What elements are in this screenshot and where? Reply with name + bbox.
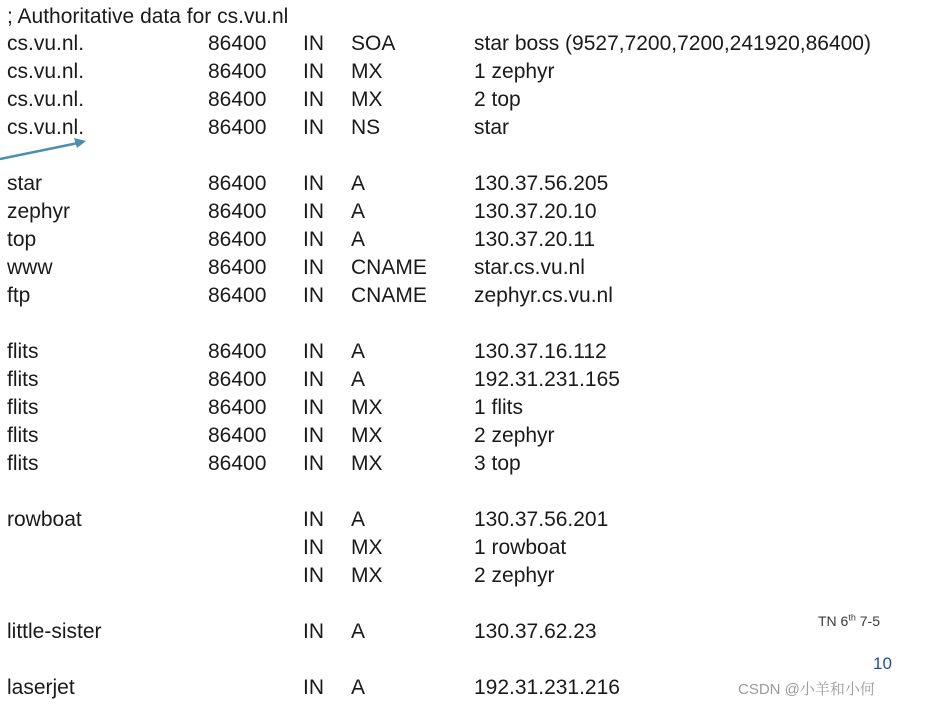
slide-reference-prefix: TN 6 [818, 613, 849, 629]
record-name: little-sister [7, 620, 102, 643]
record-value: star.cs.vu.nl [474, 256, 585, 279]
record-type: CNAME [351, 284, 427, 307]
record-name: star [7, 172, 43, 195]
record-class: IN [303, 508, 324, 531]
page-number: 10 [873, 654, 892, 673]
record-type: MX [351, 536, 383, 559]
record-name: zephyr [7, 200, 71, 223]
slide-reference-suffix: 7-5 [855, 613, 880, 629]
record-row [0, 226, 926, 254]
record-name: flits [7, 340, 39, 363]
record-ttl: 86400 [208, 284, 267, 307]
record-ttl: 86400 [208, 256, 267, 279]
record-ttl: 86400 [208, 424, 267, 447]
record-row [0, 618, 926, 646]
record-type: A [351, 620, 366, 643]
record-row [0, 86, 926, 114]
record-name: flits [7, 368, 39, 391]
record-class: IN [303, 284, 324, 307]
record-ttl: 86400 [208, 88, 267, 111]
record-value: 3 top [474, 452, 521, 475]
record-ttl: 86400 [208, 340, 267, 363]
record-type: SOA [351, 32, 396, 55]
record-value: 130.37.56.201 [474, 508, 609, 531]
record-row [0, 58, 926, 86]
record-type: CNAME [351, 256, 427, 279]
record-class: IN [303, 564, 324, 587]
record-row [0, 170, 926, 198]
record-class: IN [303, 60, 324, 83]
record-name: flits [7, 424, 39, 447]
record-value: 192.31.231.165 [474, 368, 620, 391]
record-value: 2 top [474, 88, 521, 111]
record-name: top [7, 228, 37, 251]
slide-reference [818, 612, 880, 630]
record-name: rowboat [7, 508, 82, 531]
record-type: A [351, 200, 366, 223]
record-value: 130.37.16.112 [474, 340, 607, 363]
record-ttl: 86400 [208, 116, 267, 139]
record-name: cs.vu.nl. [7, 88, 85, 111]
record-value: 1 rowboat [474, 536, 567, 559]
slide-reference-sup: th [848, 612, 856, 623]
record-value: 2 zephyr [474, 424, 555, 447]
zone-comment: ; Authoritative data for cs.vu.nl [7, 5, 289, 28]
record-ttl: 86400 [208, 368, 267, 391]
record-type: A [351, 340, 366, 363]
record-class: IN [303, 424, 324, 447]
record-value: 130.37.56.205 [474, 172, 609, 195]
record-ttl: 86400 [208, 396, 267, 419]
record-class: IN [303, 88, 324, 111]
record-class: IN [303, 452, 324, 475]
record-row [0, 114, 926, 142]
record-class: IN [303, 340, 324, 363]
record-value: zephyr.cs.vu.nl [474, 284, 613, 307]
record-name: ftp [7, 284, 31, 307]
record-type: MX [351, 60, 383, 83]
record-value: 1 flits [474, 396, 524, 419]
record-class: IN [303, 172, 324, 195]
record-value: star boss (9527,7200,7200,241920,86400) [474, 32, 871, 55]
record-row [0, 394, 926, 422]
record-ttl: 86400 [208, 32, 267, 55]
record-name: www [7, 256, 53, 279]
record-value: 192.31.231.216 [474, 676, 620, 699]
record-type: MX [351, 88, 383, 111]
record-ttl: 86400 [208, 172, 267, 195]
record-name: laserjet [7, 676, 75, 699]
record-class: IN [303, 368, 324, 391]
record-class: IN [303, 228, 324, 251]
record-type: MX [351, 452, 383, 475]
record-name: cs.vu.nl. [7, 32, 85, 55]
record-row [0, 338, 926, 366]
record-name: cs.vu.nl. [7, 116, 85, 139]
record-row [0, 254, 926, 282]
record-ttl: 86400 [208, 200, 267, 223]
watermark: CSDN @小羊和小何 [738, 681, 875, 698]
record-ttl: 86400 [208, 452, 267, 475]
record-class: IN [303, 396, 324, 419]
record-name: flits [7, 452, 39, 475]
record-type: A [351, 172, 366, 195]
record-row [0, 506, 926, 534]
record-type: A [351, 368, 366, 391]
record-name: flits [7, 396, 39, 419]
record-row [0, 562, 926, 590]
record-type: MX [351, 564, 383, 587]
record-value: 1 zephyr [474, 60, 555, 83]
record-class: IN [303, 116, 324, 139]
record-value: 130.37.20.10 [474, 200, 597, 223]
record-value: star [474, 116, 510, 139]
record-value: 130.37.62.23 [474, 620, 597, 643]
record-class: IN [303, 32, 324, 55]
record-type: MX [351, 424, 383, 447]
record-class: IN [303, 676, 324, 699]
record-row [0, 534, 926, 562]
record-ttl: 86400 [208, 228, 267, 251]
record-row [0, 30, 926, 58]
record-ttl: 86400 [208, 60, 267, 83]
record-row [0, 422, 926, 450]
record-class: IN [303, 536, 324, 559]
record-name: cs.vu.nl. [7, 60, 85, 83]
record-row [0, 198, 926, 226]
record-class: IN [303, 620, 324, 643]
record-value: 2 zephyr [474, 564, 555, 587]
record-value: 130.37.20.11 [474, 228, 596, 251]
record-row [0, 282, 926, 310]
record-type: A [351, 228, 366, 251]
record-row [0, 366, 926, 394]
record-class: IN [303, 200, 324, 223]
record-class: IN [303, 256, 324, 279]
record-type: A [351, 676, 366, 699]
record-type: NS [351, 116, 381, 139]
record-type: A [351, 508, 366, 531]
record-row [0, 450, 926, 478]
record-type: MX [351, 396, 383, 419]
